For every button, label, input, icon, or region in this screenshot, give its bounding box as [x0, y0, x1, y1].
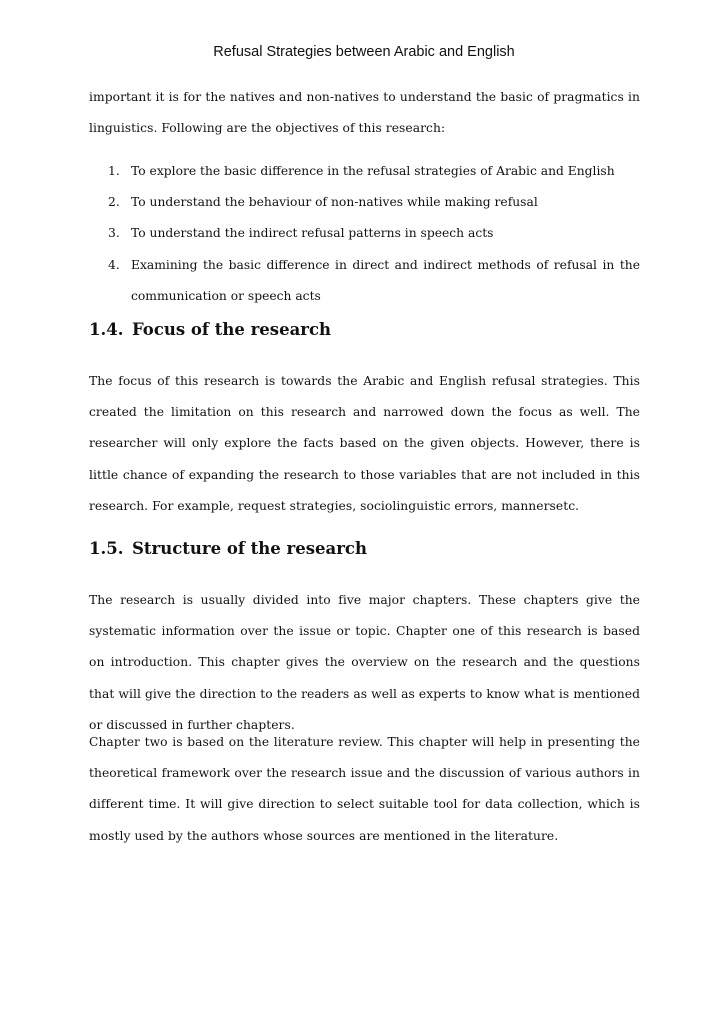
- list-item: [89, 187, 640, 218]
- list-item-number: 3.: [108, 226, 120, 241]
- section-heading-focus: [89, 320, 331, 339]
- list-item-number: 1.: [108, 164, 120, 178]
- list-item: [89, 218, 640, 249]
- section-heading-structure: [89, 539, 367, 558]
- section-number: 1.5.: [89, 539, 124, 558]
- structure-paragraph-1: The research is usually divided into five major chapters. These chapters give the systematic information over the issue or topic. Chapter one of this research is based on introduction. This chapter gives the overview on the research and the questions that will give the direction to the readers as well as experts to know what is mentioned or discussed in further chapters.: [89, 593, 640, 732]
- section-title: Focus of the research: [132, 320, 332, 339]
- list-item: [89, 156, 640, 187]
- list-item-text: To explore the basic difference in the refusal strategies of Arabic and English: [131, 164, 615, 178]
- list-item-text: To understand the behaviour of non-natives while making refusal: [131, 195, 538, 210]
- list-item-text: To understand the indirect refusal patterns in speech acts: [131, 226, 494, 241]
- running-header: Refusal Strategies between Arabic and English: [213, 44, 515, 60]
- list-item-number: 2.: [108, 195, 120, 210]
- list-item: [89, 250, 640, 312]
- objectives-list: [89, 156, 640, 312]
- intro-paragraph: important it is for the natives and non-natives to understand the basic of pragmatics in linguistics. Following are the objectives of this research:: [89, 90, 640, 136]
- structure-paragraph-2: Chapter two is based on the literature review. This chapter will help in presenting the theoretical framework over the research issue and the discussion of various authors in different time. It will give direction to select suitable tool for data collection, which is mostly used by the authors whose sources are mentioned in the literature.: [89, 735, 640, 843]
- focus-paragraph: The focus of this research is towards the Arabic and English refusal strategies. This created the limitation on this research and narrowed down the focus as well. The researcher will only explore the facts based on the given objects. However, there is little chance of expanding the research to those variables that are not included in this research. For example, request strategies, sociolinguistic errors, mannersetc.: [89, 374, 640, 513]
- list-item-text: Examining the basic difference in direct and indirect methods of refusal in the communication or speech acts: [131, 257, 640, 303]
- list-item-number: 4.: [108, 257, 120, 272]
- section-number: 1.4.: [89, 320, 124, 339]
- section-title: Structure of the research: [132, 539, 367, 558]
